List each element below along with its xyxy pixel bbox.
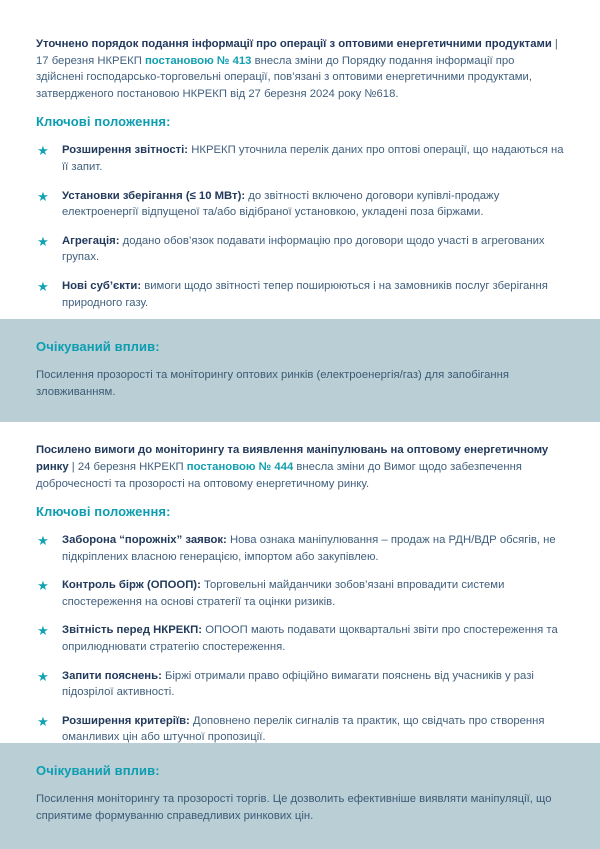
key-point-label: Розширення звітності: (62, 144, 189, 157)
impact-heading-1: Очікуваний вплив: (36, 339, 160, 355)
key-point-label: Нові суб’єкти: (62, 279, 142, 292)
key-point-text: Біржі отримали право офіційно вимагати пояснень від учасників у разі підозрілої активності. (62, 669, 534, 699)
list-item (36, 713, 564, 746)
impact-heading-2: Очікуваний вплив: (36, 763, 160, 778)
key-point-label: Контроль бірж (ОПООП): (62, 579, 201, 592)
news-title-1: Уточнено порядок подання інформації про операції з оптовими енергетичними продуктами (36, 38, 552, 50)
key-point-text: додано обов’язок подавати інформацію про договори щодо участі в агрегованих групах. (62, 234, 545, 264)
key-point-text: Торговельні майданчики зобов’язані впровадити системи спостереження на основі стратегії та оцінки ризиків. (62, 579, 505, 608)
news-date-1: | 17 березня НКРЕКП (36, 38, 558, 67)
list-item (36, 668, 564, 701)
key-point-label: Заборона “порожніх” заявок: (62, 534, 227, 547)
key-point-label: Розширення критеріїв: (62, 714, 190, 727)
star-bullet-icon: ★ (37, 668, 49, 684)
decree-444-link[interactable]: постановою № 444 (186, 460, 294, 473)
impact-text-2: Посилення моніторингу та прозорості торгів. Це дозволить ефективніше виявляти маніпуляції, що сприятиме формуванню справедливих ринкових цін. (36, 793, 552, 822)
decree-413-link[interactable]: постановою № 413 (144, 54, 252, 67)
key-point-label: Установки зберігання (≤ 10 МВт): (62, 189, 246, 202)
star-bullet-icon: ★ (37, 188, 49, 204)
impact-text-1: Посилення прозорості та моніторингу оптових ринків (електроенергія/газ) для запобігання зловживанням. (36, 369, 509, 398)
news-body-1: внесла зміни до Порядку подання інформації про здійснені господарсько-торговельні операції, пов’язані з оптовими енергетичними продуктами, затвердженого постановою НКРЕКП від 27 березня 2024 року №618. (36, 54, 532, 100)
key-points-list-1 (0, 142, 600, 311)
star-bullet-icon: ★ (37, 533, 49, 549)
key-point-label: Агрегація: (62, 234, 120, 247)
list-item (36, 278, 564, 311)
impact-band-2 (0, 743, 600, 849)
news-paragraph-1 (0, 0, 600, 102)
list-item (36, 577, 564, 610)
key-point-text: НКРЕКП уточнила перелік даних про оптові операції, що надаються на її запит. (62, 144, 564, 173)
key-points-list-2 (0, 532, 600, 746)
key-point-text: вимоги щодо звітності тепер поширюються і на замовників послуг зберігання природного газу. (62, 279, 548, 309)
star-bullet-icon: ★ (37, 623, 49, 639)
star-bullet-icon: ★ (37, 233, 49, 249)
key-points-heading-1: Ключові положення: (36, 114, 171, 130)
key-point-text: Нова ознака маніпулювання – продаж на РДН/ВДР обсягів, не підкріплених власною генерацією, імпортом або закупівлею. (62, 534, 556, 563)
news-body-2: внесла зміни до Вимог щодо забезпечення доброчесності та прозорості на оптовому енергетичному ринку. (36, 460, 522, 490)
star-bullet-icon: ★ (37, 143, 49, 159)
key-point-label: Звітність перед НКРЕКП: (62, 624, 203, 637)
key-point-text: ОПООП мають подавати щоквартальні звіти про спостереження та оприлюднювати стратегію спостереження. (62, 624, 558, 654)
list-item (36, 142, 564, 175)
news-title-2: Посилено вимоги до моніторингу та виявлення маніпулювань на оптовому енергетичному ринку (36, 444, 549, 473)
key-point-text: до звітності включено договори купівлі-продажу електроенергії відпущеної та/або відібраної установкою, укладені поза біржами. (62, 189, 500, 219)
list-item (36, 233, 564, 266)
star-bullet-icon: ★ (37, 713, 49, 729)
list-item (36, 622, 564, 655)
key-points-heading-2: Ключові положення: (36, 504, 171, 520)
list-item (36, 532, 564, 565)
star-bullet-icon: ★ (37, 578, 49, 594)
key-point-text: Доповнено перелік сигналів та практик, що свідчать про створення оманливих цін або штучної пропозиції. (62, 714, 545, 744)
key-point-label: Запити пояснень: (62, 669, 162, 682)
news-date-2: | 24 березня НКРЕКП (68, 460, 187, 473)
star-bullet-icon: ★ (37, 278, 49, 294)
news-paragraph-2 (0, 422, 600, 492)
impact-band-1 (0, 319, 600, 422)
list-item (36, 188, 564, 221)
